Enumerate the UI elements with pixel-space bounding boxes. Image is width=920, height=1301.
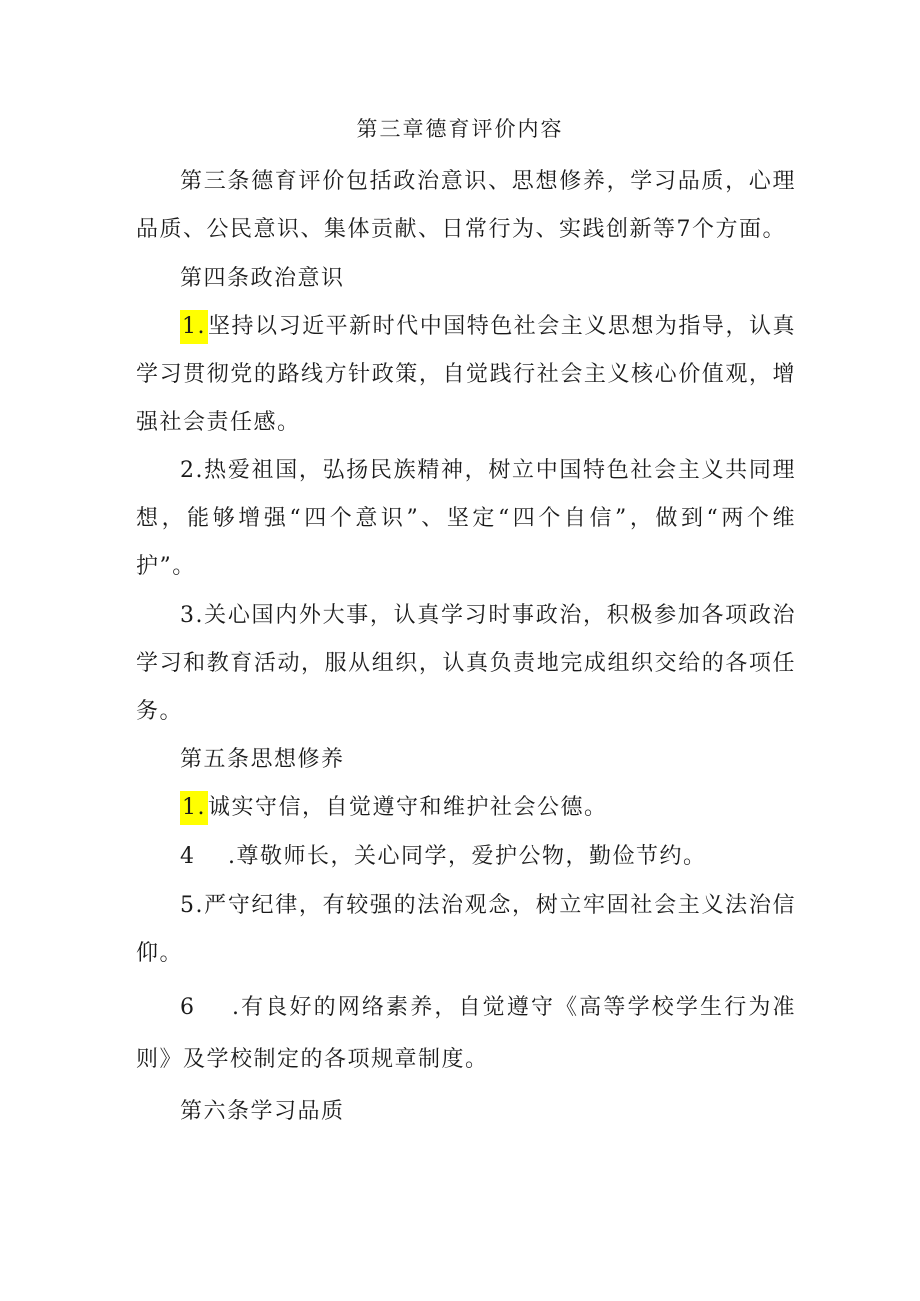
item-number: 4	[180, 844, 196, 869]
article-5-item-6	[136, 982, 796, 1086]
chapter-title: 第三章德育评价内容	[356, 117, 564, 141]
item-number-highlighted: 1.	[180, 310, 208, 344]
article-5-heading: 第五条思想修养	[180, 747, 345, 772]
item-number: 3	[180, 603, 196, 628]
item-text: 诚实守信，自觉遵守和维护社会公德。	[208, 795, 608, 820]
article-4-heading: 第四条政治意识	[180, 266, 345, 291]
item-text: .热爱祖国，弘扬民族精神，树立中国特色社会主义共同理想，能够增强“四个意识”、坚定“四个自信”，做到“两个维护”。	[136, 458, 796, 579]
article-5-item-5	[136, 882, 796, 978]
item-number: 6	[180, 995, 196, 1020]
item-text: .关心国内外大事，认真学习时事政治，积极参加各项政治学习和教育活动，服从组织，认真负责地完成组织交给的各项任务。	[136, 603, 796, 724]
article-5-item-4	[136, 833, 796, 881]
article-4-item-3	[136, 592, 796, 736]
article-6-heading: 第六条学习品质	[180, 1099, 345, 1124]
article-5-item-1	[136, 784, 796, 832]
item-text: .有良好的网络素养，自觉遵守《高等学校学生行为准则》及学校制定的各项规章制度。	[136, 995, 796, 1072]
article-3-text: 第三条德育评价包括政治意识、思想修养，学习品质，心理品质、公民意识、集体贡献、日常行为、实践创新等7个方面。	[136, 169, 796, 242]
article-3-paragraph	[136, 158, 796, 254]
item-text: .严守纪律，有较强的法治观念，树立牢固社会主义法治信仰。	[136, 893, 796, 966]
item-number: 2	[180, 458, 196, 483]
article-4-item-2	[136, 447, 796, 591]
item-text: .尊敬师长，关心同学，爱护公物，勤俭节约。	[228, 844, 707, 869]
item-number: 5	[180, 893, 196, 918]
article-4-item-1	[136, 303, 796, 447]
item-text: 坚持以习近平新时代中国特色社会主义思想为指导，认真学习贯彻党的路线方针政策，自觉践行社会主义核心价值观，增强社会责任感。	[136, 314, 796, 435]
item-number-highlighted: 1.	[180, 791, 208, 825]
